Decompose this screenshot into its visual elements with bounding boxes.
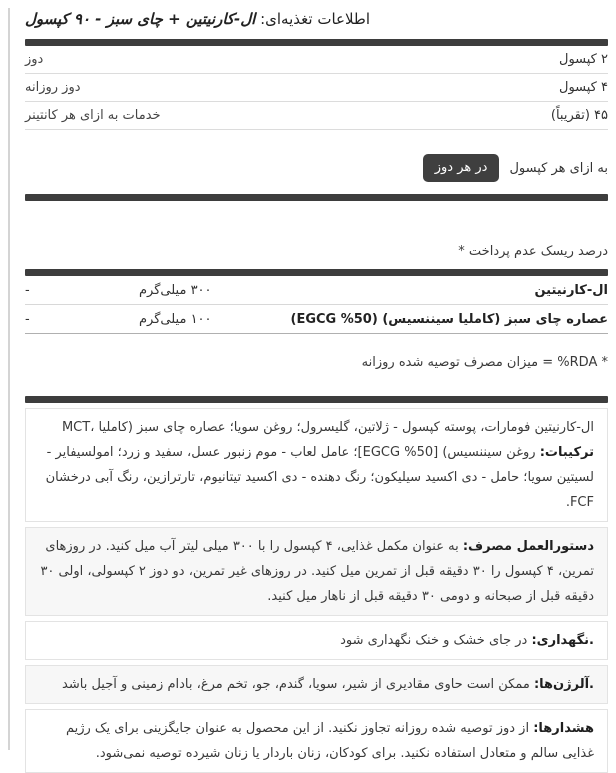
warnings-label: هشدارها: [533,721,594,736]
tab-per-capsule[interactable]: به ازای هر کپسول [509,160,608,176]
section-directions [25,527,608,616]
left-scroll-rule [8,8,10,750]
ingredients-text-pre: ال-کارنیتین فومارات، پوسته کپسول - ژلاتین، گلیسرول؛ روغن سویا؛ عصاره چای سبز (کاملیا ،MCT [61,420,594,435]
rda-column-note: درصد ریسک عدم پرداخت * [458,244,608,259]
allergens-label: .آلرژن‌ها: [533,677,594,692]
dose-value: ۴۵ (تقریباً) [550,108,608,123]
divider-bar-table [25,269,608,276]
section-allergens [25,665,608,704]
ingredients-label: ترکیبات: [539,445,594,460]
rda-footnote: * RDA% = میزان مصرف توصیه شده روزانه [361,355,608,370]
ingredients-text-post: روغن سیننسیس) [50% EGCG]؛ عامل لعاب - موم زنبور عسل، سفید و زرد؛ امولسیفایر - لسیتین سویا؛ حامل - دی اکسید سیلیکون؛ رنگ دهنده - دی اکسید تیتانیوم، تارترازین، رنگ آبی درخشان FCF. [45,445,594,510]
divider-bar-sections [25,396,608,403]
nutrient-name: ال-کارنیتین [534,282,608,298]
table-row [25,46,608,74]
dose-label: خدمات به ازای هر کانتینر [25,108,161,123]
storage-text: در جای خشک و خنک نگهداری شود [340,633,528,648]
dose-table [25,46,608,130]
nutrient-amount: ۱۰۰ میلی‌گرم [139,311,212,327]
section-warnings [25,709,608,773]
nutrition-panel [25,0,608,773]
serving-tabs [25,154,608,182]
directions-label: دستورالعمل مصرف: [462,539,594,554]
divider-bar-top [25,39,608,46]
section-storage [25,621,608,660]
title-prefix: اطلاعات تغذیه‌ای: [255,10,371,28]
warnings-text: از دوز توصیه شده روزانه تجاوز نکنید. از این محصول به عنوان جایگزینی برای یک رژیم غذایی سالم و متعادل استفاده نکنید. برای کودکان، زنان باردار یا زنان شیرده توصیه نمی‌شود. [65,721,594,761]
tab-per-dose-active[interactable]: در هر دوز [423,154,500,182]
dose-label: دوز روزانه [25,80,81,95]
nutrient-rda-value: - [25,311,30,327]
table-row [25,305,608,334]
table-row [25,74,608,102]
table-row [25,276,608,305]
dose-value: ۴ کپسول [559,80,608,95]
nutrient-table [25,276,608,334]
nutrient-rda-value: - [25,282,30,298]
dose-value: ۲ کپسول [559,52,608,67]
allergens-text: ممکن است حاوی مقادیری از شیر، سویا، گندم، جو، تخم مرغ، بادام زمینی و آجیل باشد [62,677,530,692]
section-ingredients [25,408,608,522]
storage-label: .نگهداری: [531,633,594,648]
title-product-name: ال-کارنیتین + چای سبز - ۹۰ کپسول [25,10,256,28]
page-title [25,8,608,30]
divider-bar-tabs [25,194,608,201]
table-row [25,102,608,130]
nutrient-name: عصاره چای سبز (کاملیا سیننسیس) (50% EGCG) [290,311,608,327]
directions-text: به عنوان مکمل غذایی، ۴ کپسول را با ۳۰۰ میلی لیتر آب میل کنید. در روزهای تمرین، ۴ کپسول را ۳۰ دقیقه قبل از تمرین میل کنید. در روزهای غیر تمرین، دو دوز ۲ کپسولی، اولی ۳۰ دقیقه قبل از صبحانه و دومی ۳۰ دقیقه قبل از ناهار میل کنید. [40,539,594,604]
nutrient-amount: ۳۰۰ میلی‌گرم [139,282,212,298]
info-sections [25,408,608,773]
dose-label: دوز [25,52,44,67]
